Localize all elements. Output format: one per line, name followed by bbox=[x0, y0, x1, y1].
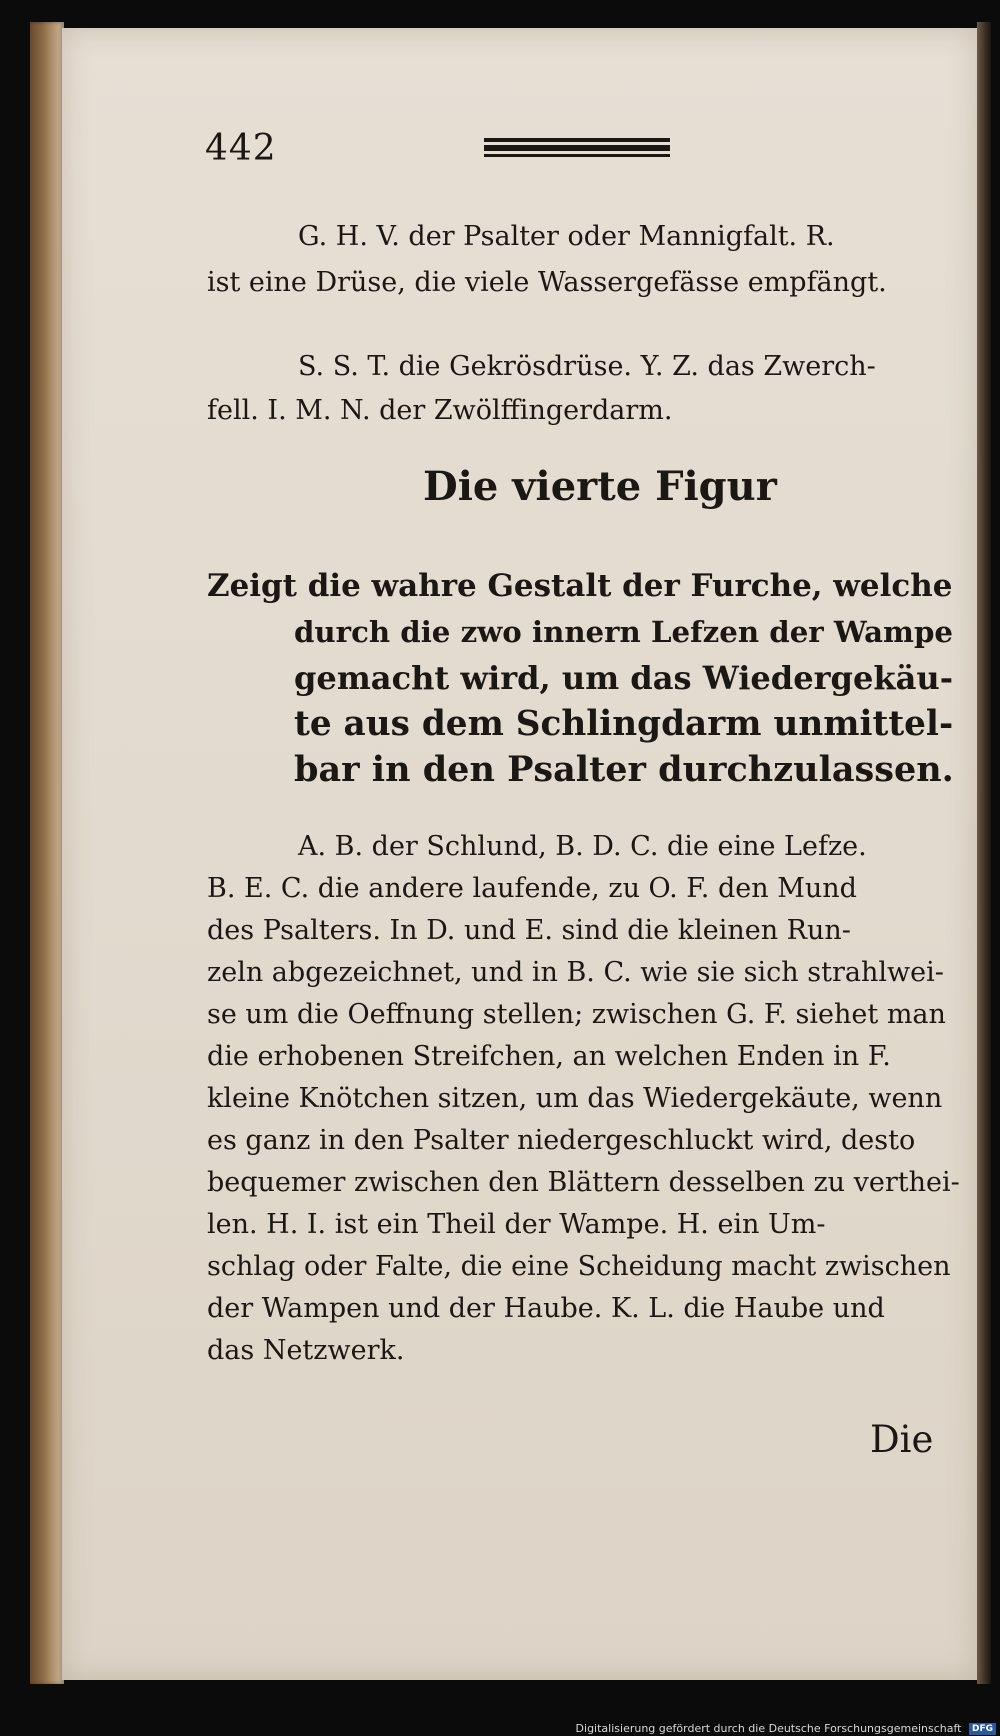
body-line-3: des Psalters. In D. und E. sind die kleinen Run- bbox=[207, 915, 851, 946]
body-line-8: es ganz in den Psalter niedergeschluckt wird, desto bbox=[207, 1125, 916, 1156]
body-line-13: das Netzwerk. bbox=[207, 1335, 405, 1366]
lead-line-3: gemacht wird, um das Wiedergekäu- bbox=[294, 659, 954, 697]
paragraph1-line-1: G. H. V. der Psalter oder Mannigfalt. R. bbox=[298, 221, 835, 252]
book-edge-left bbox=[30, 22, 64, 1684]
paragraph2-line-1: S. S. T. die Gekrösdrüse. Y. Z. das Zwerch- bbox=[298, 351, 876, 382]
body-line-1: A. B. der Schlund, B. D. C. die eine Lefze. bbox=[298, 831, 867, 862]
lead-line-4: te aus dem Schlingdarm unmittel- bbox=[294, 704, 954, 744]
paragraph1-line-2: ist eine Drüse, die viele Wassergefässe empfängt. bbox=[207, 267, 887, 298]
credit-text: Digitalisierung gefördert durch die Deutsche Forschungsgemeinschaft bbox=[575, 1722, 962, 1735]
lead-line-2: durch die zwo innern Lefzen der Wampe bbox=[294, 615, 953, 649]
dfg-logo: DFG bbox=[969, 1723, 996, 1735]
body-line-5: se um die Oeffnung stellen; zwischen G. F. siehet man bbox=[207, 999, 946, 1030]
digitization-credit bbox=[0, 1722, 996, 1736]
body-line-12: der Wampen und der Haube. K. L. die Haube und bbox=[207, 1293, 885, 1324]
body-line-9: bequemer zwischen den Blättern desselben zu verthei- bbox=[207, 1167, 960, 1198]
catchword: Die bbox=[870, 1418, 934, 1461]
lead-line-1: Zeigt die wahre Gestalt der Furche, welche bbox=[207, 568, 953, 604]
book-edge-right bbox=[977, 22, 991, 1684]
body-line-10: len. H. I. ist ein Theil der Wampe. H. ein Um- bbox=[207, 1209, 826, 1240]
body-line-6: die erhobenen Streifchen, an welchen Enden in F. bbox=[207, 1041, 891, 1072]
header-rule-ornament bbox=[484, 136, 670, 158]
section-heading: Die vierte Figur bbox=[423, 463, 777, 510]
body-line-2: B. E. C. die andere laufende, zu O. F. den Mund bbox=[207, 873, 857, 904]
page-number: 442 bbox=[205, 128, 277, 169]
body-line-4: zeln abgezeichnet, und in B. C. wie sie sich strahlwei- bbox=[207, 957, 944, 988]
body-line-11: schlag oder Falte, die eine Scheidung macht zwischen bbox=[207, 1251, 951, 1282]
paragraph2-line-2: fell. I. M. N. der Zwölffingerdarm. bbox=[207, 395, 673, 426]
body-line-7: kleine Knötchen sitzen, um das Wiedergekäute, wenn bbox=[207, 1083, 943, 1114]
lead-line-5: bar in den Psalter durchzulassen. bbox=[294, 749, 954, 790]
